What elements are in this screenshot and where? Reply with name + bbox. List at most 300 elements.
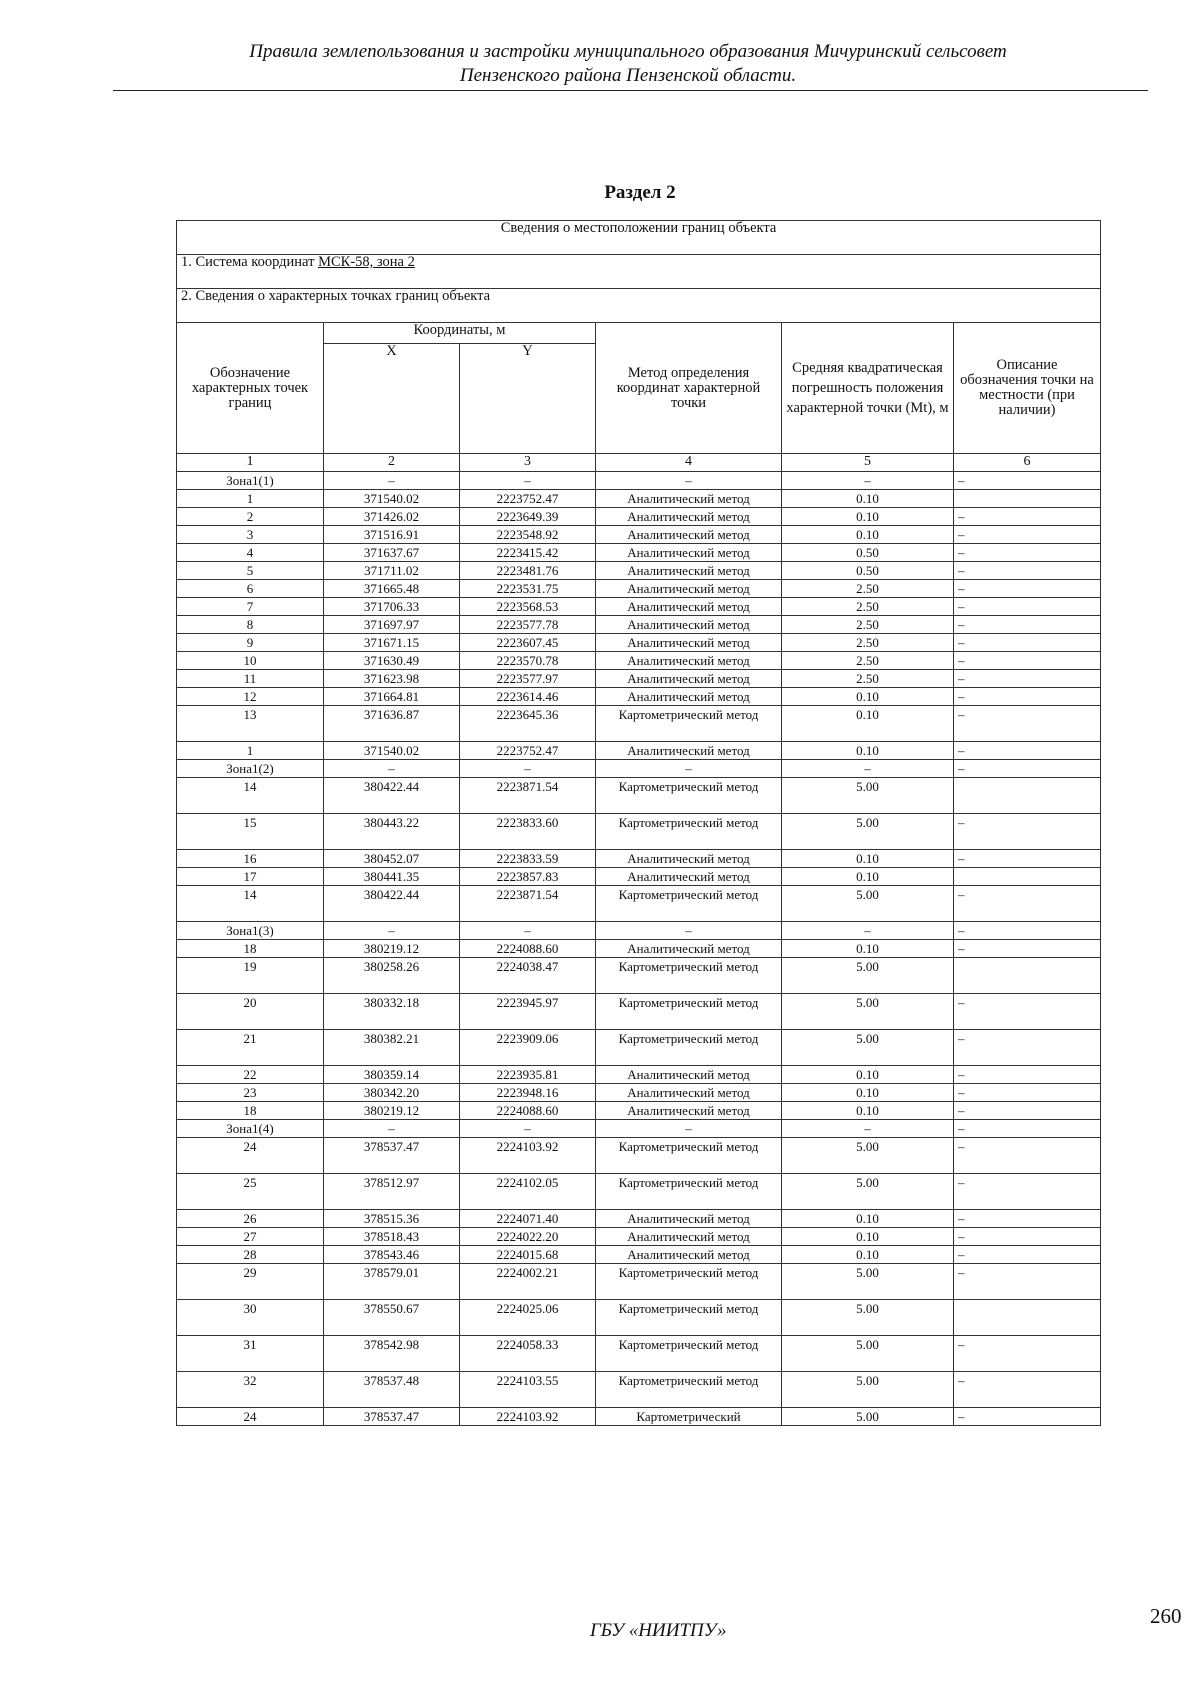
- cell-method: Аналитический метод: [596, 580, 782, 598]
- col-number: 2: [324, 454, 460, 472]
- cell-method: Картометрический метод: [596, 1336, 782, 1372]
- cell-x: 371630.49: [324, 652, 460, 670]
- cell-error: 0.10: [782, 688, 954, 706]
- cell-description: –: [954, 616, 1101, 634]
- cell-y: 2224015.68: [460, 1246, 596, 1264]
- cell-x: 378515.36: [324, 1210, 460, 1228]
- cell-error: 0.10: [782, 1102, 954, 1120]
- table-row: [177, 778, 1101, 814]
- cell-y: 2223935.81: [460, 1066, 596, 1084]
- cell-x: 380452.07: [324, 850, 460, 868]
- cell-error: 2.50: [782, 598, 954, 616]
- cell-point: 8: [177, 616, 324, 634]
- cell-x: 371637.67: [324, 544, 460, 562]
- col-number: 5: [782, 454, 954, 472]
- cell-point: 16: [177, 850, 324, 868]
- cell-x: 378550.67: [324, 1300, 460, 1336]
- cell-y: 2223531.75: [460, 580, 596, 598]
- table-row: [177, 616, 1101, 634]
- cell-method: Картометрический метод: [596, 1174, 782, 1210]
- cell-description: –: [954, 760, 1101, 778]
- section-title: Раздел 2: [604, 182, 676, 203]
- col-header-error: [782, 323, 954, 454]
- cell-point: 10: [177, 652, 324, 670]
- cell-description: –: [954, 994, 1101, 1030]
- footer-organization: ГБУ «НИИТПУ»: [590, 1620, 727, 1641]
- cell-y: 2223570.78: [460, 652, 596, 670]
- cell-method: Картометрический метод: [596, 814, 782, 850]
- cell-y: –: [460, 922, 596, 940]
- cell-y: 2224025.06: [460, 1300, 596, 1336]
- table-row: [177, 1174, 1101, 1210]
- cell-point: 9: [177, 634, 324, 652]
- cell-description: –: [954, 1246, 1101, 1264]
- cell-x: 371636.87: [324, 706, 460, 742]
- table-row: [177, 508, 1101, 526]
- cell-point: 1: [177, 742, 324, 760]
- cell-y: 2224088.60: [460, 940, 596, 958]
- cell-y: –: [460, 472, 596, 490]
- cell-error: 2.50: [782, 652, 954, 670]
- cell-method: Аналитический метод: [596, 850, 782, 868]
- cell-x: 380342.20: [324, 1084, 460, 1102]
- cell-y: 2223909.06: [460, 1030, 596, 1066]
- cell-error: –: [782, 1120, 954, 1138]
- cell-x: 378579.01: [324, 1264, 460, 1300]
- cell-point: 22: [177, 1066, 324, 1084]
- table-row: [177, 598, 1101, 616]
- col-number: 4: [596, 454, 782, 472]
- table-row: [177, 1210, 1101, 1228]
- cell-y: 2223577.97: [460, 670, 596, 688]
- cell-x: –: [324, 1120, 460, 1138]
- cell-method: Аналитический метод: [596, 1102, 782, 1120]
- cell-point: 7: [177, 598, 324, 616]
- cell-point: 11: [177, 670, 324, 688]
- cell-error: 0.10: [782, 526, 954, 544]
- cell-error: 2.50: [782, 616, 954, 634]
- cell-x: 371697.97: [324, 616, 460, 634]
- cell-x: 378518.43: [324, 1228, 460, 1246]
- cell-y: 2223649.39: [460, 508, 596, 526]
- cell-y: 2223481.76: [460, 562, 596, 580]
- cell-y: 2223948.16: [460, 1084, 596, 1102]
- running-header: [113, 40, 1143, 88]
- table-row: [177, 1372, 1101, 1408]
- cell-x: 380443.22: [324, 814, 460, 850]
- cell-y: 2223548.92: [460, 526, 596, 544]
- cell-y: –: [460, 760, 596, 778]
- cell-point: 24: [177, 1138, 324, 1174]
- cell-y: 2223614.46: [460, 688, 596, 706]
- col-header-error-text: Средняя квадратическая погрешность положения характерной точки (Mt), м: [786, 360, 949, 416]
- cell-method: –: [596, 760, 782, 778]
- cell-description: –: [954, 742, 1101, 760]
- cell-y: 2224103.92: [460, 1138, 596, 1174]
- col-header-y: Y: [460, 344, 596, 454]
- cell-description: –: [954, 1210, 1101, 1228]
- cell-method: Аналитический метод: [596, 1066, 782, 1084]
- cell-description: –: [954, 508, 1101, 526]
- cell-method: Картометрический метод: [596, 958, 782, 994]
- cell-method: Аналитический метод: [596, 526, 782, 544]
- cell-x: 380258.26: [324, 958, 460, 994]
- cell-point: 3: [177, 526, 324, 544]
- cell-x: 380219.12: [324, 940, 460, 958]
- cell-method: Аналитический метод: [596, 544, 782, 562]
- cell-description: –: [954, 706, 1101, 742]
- cell-point: 1: [177, 490, 324, 508]
- cell-point: 14: [177, 886, 324, 922]
- cell-method: Картометрический метод: [596, 886, 782, 922]
- cell-x: 380382.21: [324, 1030, 460, 1066]
- cell-y: 2223577.78: [460, 616, 596, 634]
- cell-y: 2223871.54: [460, 778, 596, 814]
- cell-description: [954, 868, 1101, 886]
- cell-description: [954, 958, 1101, 994]
- cell-error: 2.50: [782, 634, 954, 652]
- cell-description: –: [954, 544, 1101, 562]
- cell-x: 371623.98: [324, 670, 460, 688]
- cell-description: –: [954, 1408, 1101, 1426]
- table-row: [177, 490, 1101, 508]
- table-caption: Сведения о местоположении границ объекта: [177, 221, 1101, 255]
- cell-point: 18: [177, 1102, 324, 1120]
- col-header-description: Описание обозначения точки на местности (при наличии): [954, 323, 1101, 454]
- cell-x: –: [324, 922, 460, 940]
- cell-error: 5.00: [782, 778, 954, 814]
- cell-description: –: [954, 1336, 1101, 1372]
- cell-error: 2.50: [782, 580, 954, 598]
- cell-y: 2223857.83: [460, 868, 596, 886]
- cell-error: 0.10: [782, 706, 954, 742]
- cell-method: Аналитический метод: [596, 634, 782, 652]
- col-number: 1: [177, 454, 324, 472]
- cell-y: 2223945.97: [460, 994, 596, 1030]
- cell-description: –: [954, 1138, 1101, 1174]
- cell-point: 4: [177, 544, 324, 562]
- table-row: [177, 958, 1101, 994]
- table-row: [177, 742, 1101, 760]
- cell-description: –: [954, 1372, 1101, 1408]
- table-row: [177, 652, 1101, 670]
- cell-description: –: [954, 580, 1101, 598]
- cell-method: Аналитический метод: [596, 490, 782, 508]
- cell-description: –: [954, 688, 1101, 706]
- table-row: [177, 1030, 1101, 1066]
- cell-x: 371540.02: [324, 742, 460, 760]
- cell-point: 31: [177, 1336, 324, 1372]
- cell-error: 5.00: [782, 814, 954, 850]
- cell-x: 371706.33: [324, 598, 460, 616]
- cell-y: 2224022.20: [460, 1228, 596, 1246]
- cell-error: 0.10: [782, 508, 954, 526]
- cell-point: 27: [177, 1228, 324, 1246]
- cell-description: –: [954, 598, 1101, 616]
- cell-y: 2223568.53: [460, 598, 596, 616]
- table-row: [177, 670, 1101, 688]
- table-row: [177, 1336, 1101, 1372]
- cell-x: 380359.14: [324, 1066, 460, 1084]
- table-row: [177, 580, 1101, 598]
- cell-method: –: [596, 472, 782, 490]
- cell-error: 0.50: [782, 562, 954, 580]
- cell-y: 2224058.33: [460, 1336, 596, 1372]
- points-section-title: 2. Сведения о характерных точках границ объекта: [177, 289, 1101, 323]
- cell-method: Аналитический метод: [596, 1084, 782, 1102]
- cell-x: 380422.44: [324, 886, 460, 922]
- cell-point: Зона1(4): [177, 1120, 324, 1138]
- cell-description: [954, 1300, 1101, 1336]
- table-row: [177, 634, 1101, 652]
- cell-description: –: [954, 922, 1101, 940]
- cell-y: 2223752.47: [460, 742, 596, 760]
- cell-point: 6: [177, 580, 324, 598]
- table-row: [177, 1066, 1101, 1084]
- cell-method: Аналитический метод: [596, 652, 782, 670]
- cell-error: 0.10: [782, 1228, 954, 1246]
- cell-method: –: [596, 922, 782, 940]
- cell-point: 29: [177, 1264, 324, 1300]
- cell-point: 25: [177, 1174, 324, 1210]
- cell-point: 28: [177, 1246, 324, 1264]
- cell-method: Аналитический метод: [596, 1246, 782, 1264]
- cell-description: –: [954, 1120, 1101, 1138]
- header-line-1: Правила землепользования и застройки муниципального образования Мичуринский сельсовет: [249, 41, 1007, 62]
- coordinate-system-cell: [177, 255, 1101, 289]
- cell-y: 2223833.60: [460, 814, 596, 850]
- cell-point: 21: [177, 1030, 324, 1066]
- cell-description: –: [954, 1174, 1101, 1210]
- cell-description: –: [954, 634, 1101, 652]
- cell-point: 12: [177, 688, 324, 706]
- table-row: [177, 1228, 1101, 1246]
- zone-header-row: [177, 760, 1101, 778]
- col-number: 6: [954, 454, 1101, 472]
- cell-method: Картометрический метод: [596, 1138, 782, 1174]
- cell-error: 0.10: [782, 850, 954, 868]
- cell-error: 0.10: [782, 1066, 954, 1084]
- boundary-points-table: [176, 220, 1101, 1426]
- cell-y: 2224038.47: [460, 958, 596, 994]
- col-header-point: Обозначение характерных точек границ: [177, 323, 324, 454]
- cell-x: 380441.35: [324, 868, 460, 886]
- cell-method: Аналитический метод: [596, 868, 782, 886]
- cell-error: 5.00: [782, 1300, 954, 1336]
- cell-error: 2.50: [782, 670, 954, 688]
- cell-x: 378542.98: [324, 1336, 460, 1372]
- cell-error: –: [782, 760, 954, 778]
- table-row: [177, 994, 1101, 1030]
- cell-method: Картометрический метод: [596, 1372, 782, 1408]
- coordinate-system-label: 1. Система координат: [181, 254, 319, 270]
- cell-y: –: [460, 1120, 596, 1138]
- cell-method: Аналитический метод: [596, 598, 782, 616]
- cell-error: –: [782, 472, 954, 490]
- cell-description: –: [954, 562, 1101, 580]
- cell-y: 2224103.92: [460, 1408, 596, 1426]
- cell-point: 5: [177, 562, 324, 580]
- table-row: [177, 868, 1101, 886]
- cell-error: 5.00: [782, 1138, 954, 1174]
- cell-error: 5.00: [782, 994, 954, 1030]
- cell-error: 5.00: [782, 1372, 954, 1408]
- table-row: [177, 1408, 1101, 1426]
- cell-y: 2223833.59: [460, 850, 596, 868]
- cell-point: 13: [177, 706, 324, 742]
- zone-header-row: [177, 922, 1101, 940]
- cell-y: 2223607.45: [460, 634, 596, 652]
- table-row: [177, 1246, 1101, 1264]
- cell-point: 20: [177, 994, 324, 1030]
- cell-method: Картометрический метод: [596, 706, 782, 742]
- cell-x: 371540.02: [324, 490, 460, 508]
- cell-point: 24: [177, 1408, 324, 1426]
- column-numbers-row: [177, 454, 1101, 472]
- cell-description: –: [954, 526, 1101, 544]
- cell-point: Зона1(1): [177, 472, 324, 490]
- cell-y: 2224103.55: [460, 1372, 596, 1408]
- cell-error: 5.00: [782, 958, 954, 994]
- cell-y: 2224071.40: [460, 1210, 596, 1228]
- cell-point: 15: [177, 814, 324, 850]
- cell-error: 0.10: [782, 1210, 954, 1228]
- cell-error: 0.10: [782, 868, 954, 886]
- cell-description: –: [954, 670, 1101, 688]
- cell-error: 5.00: [782, 886, 954, 922]
- table-row: [177, 1264, 1101, 1300]
- table-row: [177, 850, 1101, 868]
- cell-x: 371516.91: [324, 526, 460, 544]
- cell-description: [954, 490, 1101, 508]
- table-row: [177, 526, 1101, 544]
- cell-point: 23: [177, 1084, 324, 1102]
- cell-error: –: [782, 922, 954, 940]
- cell-y: 2223871.54: [460, 886, 596, 922]
- table-row: [177, 706, 1101, 742]
- cell-x: 378537.47: [324, 1138, 460, 1174]
- cell-description: [954, 778, 1101, 814]
- cell-point: 30: [177, 1300, 324, 1336]
- coordinate-system-value: МСК-58, зона 2: [318, 254, 415, 270]
- cell-y: 2224002.21: [460, 1264, 596, 1300]
- cell-method: Картометрический: [596, 1408, 782, 1426]
- cell-description: –: [954, 940, 1101, 958]
- col-number: 3: [460, 454, 596, 472]
- cell-method: Картометрический метод: [596, 778, 782, 814]
- cell-error: 0.10: [782, 940, 954, 958]
- cell-x: 371426.02: [324, 508, 460, 526]
- cell-error: 5.00: [782, 1408, 954, 1426]
- cell-method: Аналитический метод: [596, 670, 782, 688]
- table-row: [177, 1300, 1101, 1336]
- col-header-x: X: [324, 344, 460, 454]
- cell-x: 380219.12: [324, 1102, 460, 1120]
- cell-method: Картометрический метод: [596, 994, 782, 1030]
- table-row: [177, 1084, 1101, 1102]
- cell-point: 32: [177, 1372, 324, 1408]
- cell-description: –: [954, 472, 1101, 490]
- cell-description: –: [954, 886, 1101, 922]
- cell-method: Аналитический метод: [596, 688, 782, 706]
- table-row: [177, 1102, 1101, 1120]
- header-line-2: Пензенского района Пензенской области.: [459, 65, 797, 86]
- col-header-method: Метод определения координат характерной точки: [596, 323, 782, 454]
- cell-x: 380422.44: [324, 778, 460, 814]
- table-row: [177, 814, 1101, 850]
- cell-method: Аналитический метод: [596, 1210, 782, 1228]
- table-row: [177, 544, 1101, 562]
- cell-error: 0.50: [782, 544, 954, 562]
- cell-x: –: [324, 760, 460, 778]
- cell-y: 2223415.42: [460, 544, 596, 562]
- cell-error: 0.10: [782, 1084, 954, 1102]
- cell-point: 19: [177, 958, 324, 994]
- cell-method: Аналитический метод: [596, 508, 782, 526]
- cell-x: 371665.48: [324, 580, 460, 598]
- cell-error: 0.10: [782, 1246, 954, 1264]
- cell-y: 2223752.47: [460, 490, 596, 508]
- cell-error: 5.00: [782, 1030, 954, 1066]
- cell-point: Зона1(3): [177, 922, 324, 940]
- cell-x: 371711.02: [324, 562, 460, 580]
- cell-point: Зона1(2): [177, 760, 324, 778]
- cell-point: 2: [177, 508, 324, 526]
- cell-x: 378512.97: [324, 1174, 460, 1210]
- cell-x: 378537.47: [324, 1408, 460, 1426]
- cell-error: 0.10: [782, 742, 954, 760]
- cell-error: 5.00: [782, 1336, 954, 1372]
- cell-description: –: [954, 1264, 1101, 1300]
- cell-error: 5.00: [782, 1174, 954, 1210]
- cell-point: 14: [177, 778, 324, 814]
- cell-method: Аналитический метод: [596, 616, 782, 634]
- cell-x: 371671.15: [324, 634, 460, 652]
- cell-x: –: [324, 472, 460, 490]
- cell-description: –: [954, 1084, 1101, 1102]
- cell-description: –: [954, 850, 1101, 868]
- cell-x: 380332.18: [324, 994, 460, 1030]
- table-row: [177, 688, 1101, 706]
- cell-y: 2224088.60: [460, 1102, 596, 1120]
- table-row: [177, 940, 1101, 958]
- page-number: 260: [1150, 1604, 1182, 1628]
- table-row: [177, 886, 1101, 922]
- cell-y: 2224102.05: [460, 1174, 596, 1210]
- cell-method: Картометрический метод: [596, 1300, 782, 1336]
- zone-header-row: [177, 472, 1101, 490]
- cell-method: –: [596, 1120, 782, 1138]
- cell-method: Аналитический метод: [596, 562, 782, 580]
- cell-description: –: [954, 1030, 1101, 1066]
- cell-method: Картометрический метод: [596, 1264, 782, 1300]
- table-row: [177, 1138, 1101, 1174]
- cell-x: 371664.81: [324, 688, 460, 706]
- header-rule: [113, 90, 1148, 91]
- cell-error: 0.10: [782, 490, 954, 508]
- cell-description: –: [954, 1228, 1101, 1246]
- table-row: [177, 562, 1101, 580]
- cell-description: –: [954, 814, 1101, 850]
- cell-method: Аналитический метод: [596, 1228, 782, 1246]
- col-header-coordinates: Координаты, м: [324, 323, 596, 344]
- cell-method: Аналитический метод: [596, 742, 782, 760]
- cell-method: Аналитический метод: [596, 940, 782, 958]
- cell-point: 18: [177, 940, 324, 958]
- cell-method: Картометрический метод: [596, 1030, 782, 1066]
- cell-x: 378543.46: [324, 1246, 460, 1264]
- cell-point: 17: [177, 868, 324, 886]
